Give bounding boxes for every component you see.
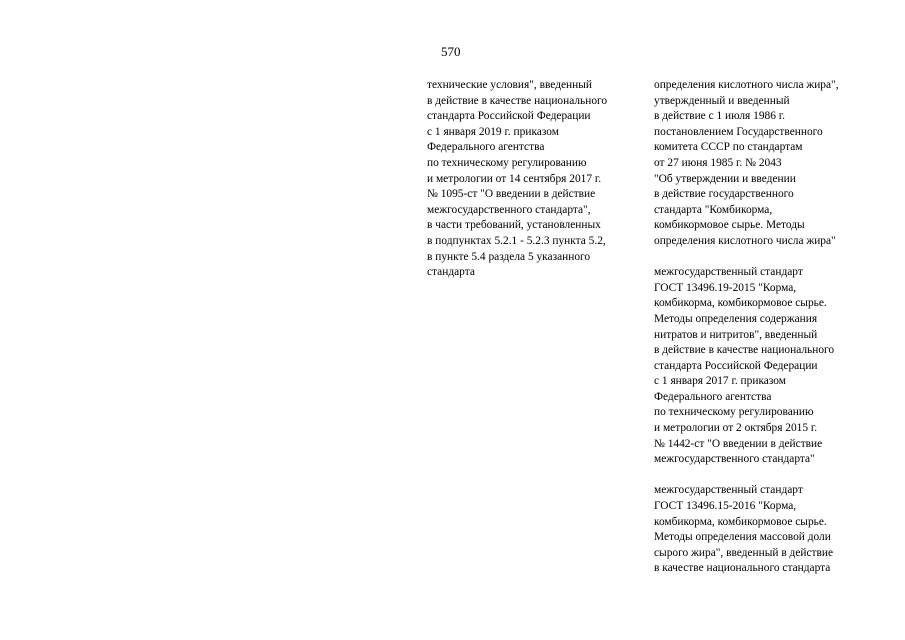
text-line: ГОСТ 13496.15-2016 "Корма,: [654, 500, 797, 513]
text-line: комбикорма, комбикормовое сырье.: [654, 515, 827, 528]
text-line: Федерального агентства: [427, 141, 545, 154]
text-line: межгосударственный стандарт: [654, 266, 803, 279]
text-line: нитратов и нитритов", введенный: [654, 328, 818, 341]
text-line: стандарта "Комбикорма,: [654, 203, 773, 216]
text-line: и метрологии от 2 октября 2015 г.: [654, 422, 818, 435]
text-line: с 1 января 2019 г. приказом: [427, 125, 559, 138]
page-number: 570: [441, 44, 461, 59]
text-line: по техническому регулированию: [654, 406, 814, 419]
text-line: Методы определения содержания: [654, 312, 818, 325]
text-line: в подпунктах 5.2.1 - 5.2.3 пункта 5.2,: [427, 234, 606, 247]
text-line: в пункте 5.4 раздела 5 указанного: [427, 250, 591, 263]
text-line: и метрологии от 14 сентября 2017 г.: [427, 172, 602, 185]
text-line: № 1095-ст "О введении в действие: [427, 188, 596, 201]
text-line: утвержденный и введенный: [654, 94, 790, 107]
text-line: комбикормовое сырье. Методы: [654, 219, 805, 232]
text-line: постановлением Государственного: [654, 125, 823, 138]
text-line: Федерального агентства: [654, 390, 772, 403]
text-line: в качестве национального стандарта: [654, 562, 831, 575]
paragraph-gost-13496-19: [654, 265, 839, 468]
text-line: межгосударственного стандарта",: [427, 203, 591, 216]
left-text-column: [427, 78, 607, 281]
text-line: стандарта Российской Федерации: [654, 359, 818, 372]
text-line: "Об утверждении и введении: [654, 172, 796, 185]
text-line: в действие с 1 июля 1986 г.: [654, 110, 785, 123]
text-line: от 27 июня 1985 г. № 2043: [654, 156, 782, 169]
text-line: комитета СССР по стандартам: [654, 141, 803, 154]
text-line: Методы определения массовой доли: [654, 531, 831, 544]
text-line: в действие государственного: [654, 188, 794, 201]
paragraph-gost-13496-15: [654, 483, 839, 577]
text-line: комбикорма, комбикормовое сырье.: [654, 297, 827, 310]
text-line: ГОСТ 13496.19-2015 "Корма,: [654, 281, 797, 294]
text-line: стандарта: [427, 266, 475, 279]
right-text-column: [654, 78, 839, 577]
text-line: межгосударственного стандарта": [654, 453, 815, 466]
paragraph-spacer: [654, 250, 839, 266]
text-line: сырого жира", введенный в действие: [654, 546, 834, 559]
text-line: межгосударственный стандарт: [654, 484, 803, 497]
text-line: определения кислотного числа жира",: [654, 79, 839, 91]
text-line: № 1442-ст "О введении в действие: [654, 437, 823, 450]
text-line: в действие в качестве национального: [654, 344, 835, 357]
text-line: в действие в качестве национального: [427, 94, 608, 107]
text-line: технические условия", введенный: [427, 79, 593, 91]
paragraph-acid-number-standard: [654, 78, 839, 250]
text-line: по техническому регулированию: [427, 156, 587, 169]
text-line: стандарта Российской Федерации: [427, 110, 591, 123]
text-line: в части требований, установленных: [427, 219, 601, 232]
text-line: с 1 января 2017 г. приказом: [654, 375, 786, 388]
paragraph-spacer: [654, 468, 839, 484]
text-line: определения кислотного числа жира": [654, 234, 836, 247]
